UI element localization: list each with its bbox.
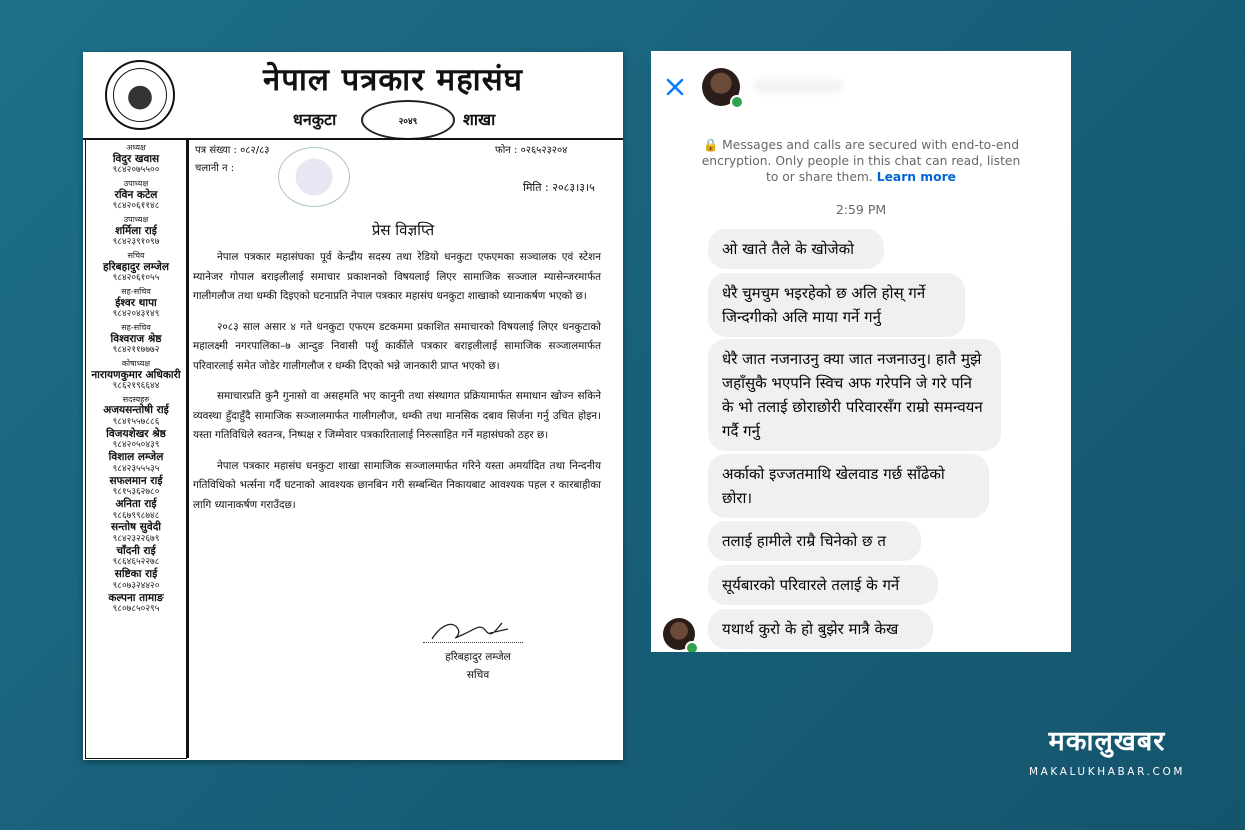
message-bubble[interactable]: ओ खाते तैले के खोजेको <box>708 229 884 269</box>
branch-name: धनकुटा <box>293 110 337 129</box>
member-phone: ९८४२३९१०९७ <box>112 237 160 248</box>
online-status-icon <box>730 95 744 109</box>
phone-number: फोन : ०२६५२३२०४ <box>495 145 568 156</box>
signer-name: हरिबहादुर लम्जेल <box>445 651 511 663</box>
message-bubble[interactable]: तलाई हामीले राम्रै चिनेको छ त <box>708 521 921 561</box>
federation-logo-icon <box>105 60 175 130</box>
brand-url: MAKALUKHABAR.COM <box>1028 766 1185 778</box>
blurred-contact-name <box>753 79 843 93</box>
member-item <box>86 395 186 428</box>
member-item <box>86 428 186 451</box>
member-role: सचिव <box>127 250 145 260</box>
member-phone: ९८४२०६११४८ <box>112 201 160 212</box>
message-bubble[interactable]: धेरै जात नजनाउनु क्या जात नजनाउनु। हातै मुझे जहाँसुकै भएपनि स्विच अफ गरेपनि जे गरे पनि के भो तलाई छोराछोरी परिवारसँग राम्रो समन्वयन गर्दै गर्नु <box>708 339 1001 451</box>
lock-icon: 🔒 <box>702 138 719 152</box>
office-seal-icon <box>278 147 350 207</box>
member-name: ईश्वर थापा <box>115 296 157 309</box>
paragraph: २०८३ साल असार ४ गते धनकुटा एफएम डटकममा प्रकाशित समाचारको विषयलाई लिएर धनकुटाको महालक्ष्मी नगरपालिका–७ आन्दुङ निवासी पर्शु कार्कीले पत्रकार बराइलीलाई सामाजिक सञ्जालमार्फत परिवारलाई समेत जोडेर गालीगलौज र धम्की दिएको भन्ने जानकारी प्राप्त भएको छ। <box>193 320 601 372</box>
member-name: हरिबहादुर लम्जेल <box>103 260 169 273</box>
paragraph: नेपाल पत्रकार महासंघका पूर्व केन्द्रीय सदस्य तथा रेडियो धनकुटा एफएमका सञ्चालक एवं स्टेशन म्यानेजर गोपाल बराइलीलाई समाचार प्रकाशनको विषयलाई लिएर सामाजिक सञ्जाल म्यासेन्जरमार्फत गालीगलौज तथा धम्की दिइएको घटनाप्रति नेपाल पत्रकार महासंघ धनकुटा शाखाको ध्यानाकर्षण भएको छ। <box>193 251 601 302</box>
member-role: उपाध्यक्ष <box>123 178 149 188</box>
member-role: सह-सचिव <box>121 322 151 332</box>
site-brand <box>1018 726 1196 778</box>
messenger-chat <box>651 51 1071 652</box>
member-phone: ९८४२३५५५३५ <box>112 463 160 474</box>
member-role: अध्यक्ष <box>126 143 146 152</box>
member-role: कोषाध्यक्ष <box>121 358 151 368</box>
member-item <box>86 287 186 320</box>
member-phone: ९८४२०७५५०० <box>112 165 160 176</box>
paragraph: समाचारप्रति कुनै गुनासो वा असहमति भए कानुनी तथा संस्थागत प्रक्रियामार्फत समाधान खोज्न सकिने व्यवस्था हुँदाहुँदै सामाजिक सञ्जालमार्फत गालीगलौज, धम्की तथा मानसिक दबाव सिर्जना गर्नु उचित होइन। यस्ता गतिविधिले स्वतन्त्र, निष्पक्ष र जिम्मेवार पत्रकारितालाई निरुत्साहित गर्ने महासंघको ठहर छ। <box>193 390 601 441</box>
member-item <box>86 451 186 474</box>
member-phone: ९८०७८५०२९५ <box>112 604 160 615</box>
press-release-letter <box>83 52 623 760</box>
member-phone: ९८६७९९८७४८ <box>112 510 160 521</box>
branch-stamp-icon: २०४९ <box>361 100 455 140</box>
letter-date: मिति : २०८३।३।५ <box>523 181 595 194</box>
member-name: विशाल लम्जेल <box>108 451 164 464</box>
sidebar-divider <box>187 140 189 758</box>
member-name: चाँदनी राई <box>116 544 156 557</box>
message-timestamp: 2:59 PM <box>835 202 887 217</box>
branch-row <box>293 100 553 136</box>
member-phone: ९८६४६५२२७८ <box>112 557 160 568</box>
member-item <box>86 179 186 212</box>
member-role: उपाध्यक्ष <box>123 214 149 224</box>
member-item <box>86 323 186 356</box>
member-name: नारायणकुमार अधिकारी <box>91 368 181 381</box>
encryption-text: Messages and calls are secured with end-to-end encryption. Only people in this chat can read, listen to or share them. <box>701 138 1021 184</box>
member-phone: ९८४२०५०४३९ <box>112 440 160 451</box>
member-item <box>86 251 186 284</box>
member-item <box>86 592 186 615</box>
learn-more-link[interactable]: Learn more <box>876 170 956 184</box>
member-item <box>86 215 186 248</box>
press-release-title: प्रेस विज्ञप्ति <box>371 221 435 239</box>
member-item <box>86 143 186 176</box>
member-name: अजयसन्तोषी राई <box>103 404 169 417</box>
ref-number: पत्र संख्या : ०८२/८३ <box>195 145 270 156</box>
member-item <box>86 359 186 392</box>
member-phone: ९८६२१९६६४४ <box>112 381 160 392</box>
member-phone: ९८४१५५७८८६ <box>112 417 160 428</box>
brand-logo: मकालुखबर <box>1048 726 1166 757</box>
signature-line <box>423 642 523 643</box>
message-bubble[interactable]: सूर्यबारको परिवारले तलाई के गर्ने <box>708 565 938 605</box>
member-item <box>86 498 186 521</box>
member-name: सन्तोष सुवेदी <box>111 521 161 534</box>
paragraph: नेपाल पत्रकार महासंघ धनकुटा शाखा सामाजिक सञ्जालमार्फत गरिने यस्ता अमर्यादित तथा निन्दनीय गतिविधिको भर्त्सना गर्दै घटनाको आवश्यक छानबिन गरी सम्बन्धित निकायबाट आवश्यक पहल र कारबाहीका लागि ध्यानाकर्षण गराउँदछ। <box>193 459 601 511</box>
member-phone: ९८४२११७७७२ <box>112 345 160 356</box>
member-item <box>86 521 186 544</box>
member-name: शर्मिला राई <box>115 224 157 237</box>
member-name: रविन कटेल <box>114 188 158 201</box>
member-name: विजयशेखर श्रेष्ठ <box>106 427 166 440</box>
online-status-icon <box>685 641 699 652</box>
branch-label: शाखा <box>463 110 496 129</box>
member-phone: ९८४२०६१०५५ <box>112 273 160 284</box>
member-name: सष्टिका राई <box>114 568 158 581</box>
member-name: विश्वराज श्रेष्ठ <box>110 332 162 345</box>
message-bubble[interactable]: धेरै चुमचुम भइरहेको छ अलि होस् गर्ने जिन्दगीको अलि माया गर्ने गर्नु <box>708 273 965 337</box>
member-role: सह-सचिव <box>121 286 151 296</box>
signature-icon <box>428 617 518 643</box>
encryption-notice <box>701 137 1021 185</box>
press-release-body <box>193 248 601 526</box>
member-item <box>86 475 186 498</box>
dispatch-number: चलानी न : <box>195 163 235 174</box>
member-item <box>86 568 186 591</box>
member-phone: ९८१५३६२७८० <box>112 487 160 498</box>
member-phone: ९८०७३२४४२० <box>112 580 160 591</box>
member-item <box>86 545 186 568</box>
close-icon[interactable] <box>663 75 687 99</box>
message-bubble[interactable]: यथार्थ कुरो के हो बुझेर मात्रै केख <box>708 609 933 649</box>
message-bubble[interactable]: अर्काको इज्जतमाथि खेलवाड गर्छ साँढेको छोरा। <box>708 454 989 518</box>
member-phone: ९८४२३२२६७९ <box>112 534 160 545</box>
member-name: सफलमान राई <box>109 474 163 487</box>
member-role: सदस्यहरु <box>122 394 150 404</box>
signer-title: सचिव <box>466 669 490 681</box>
org-title: नेपाल पत्रकार महासंघ <box>263 62 523 98</box>
member-name: अनिता राई <box>115 498 157 511</box>
member-name: विदुर खवास <box>112 152 160 165</box>
member-phone: ९८४२०४३१४९ <box>112 309 160 320</box>
member-name: कल्पना तामाङ <box>108 591 164 604</box>
committee-members-list <box>85 140 187 759</box>
